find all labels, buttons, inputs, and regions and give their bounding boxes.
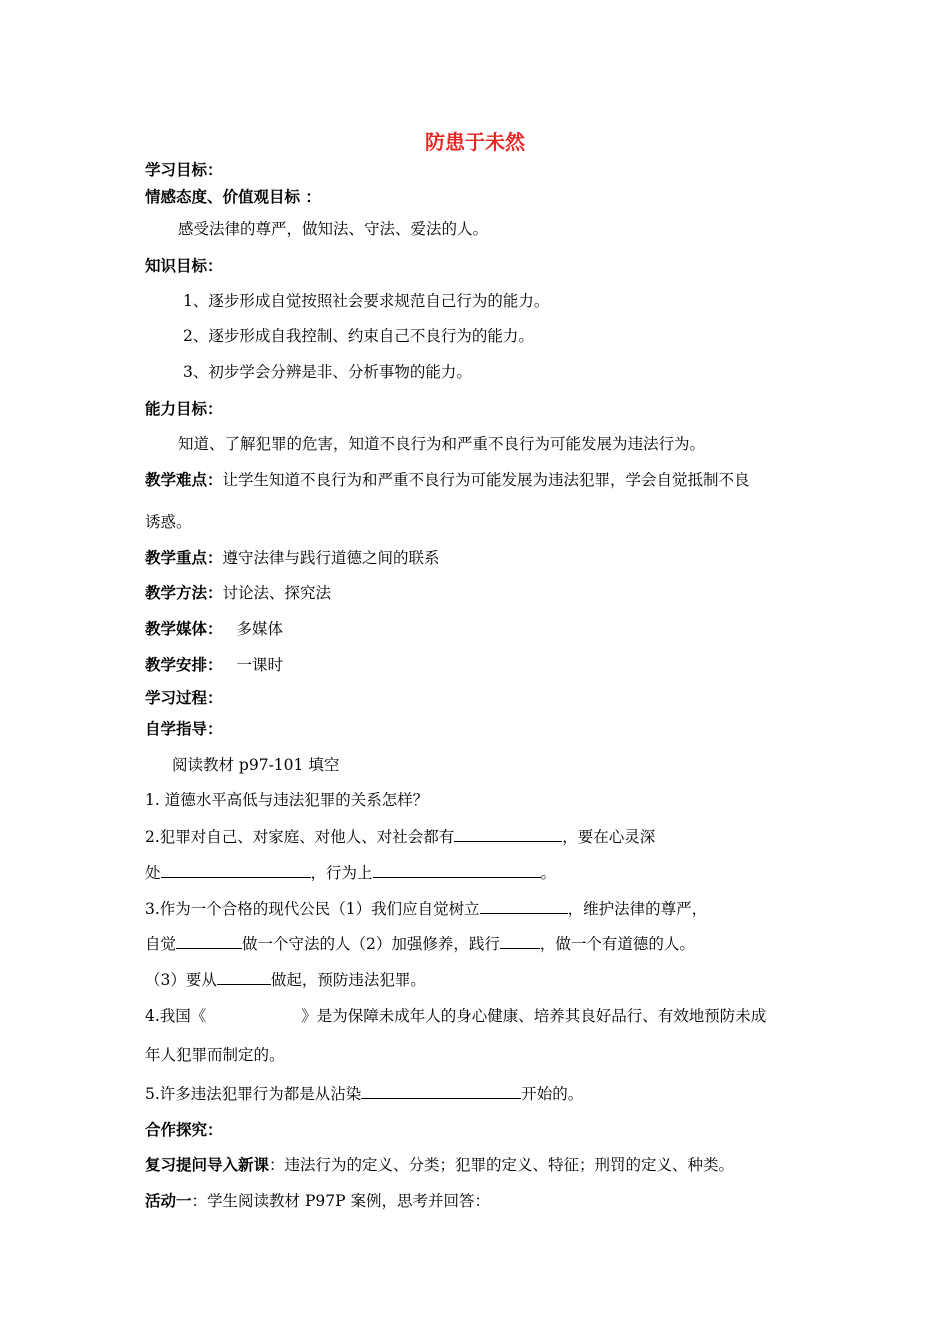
affective-text: 感受法律的尊严，做知法、守法、爱法的人。: [178, 220, 489, 238]
method-text: 讨论法、探究法: [222, 584, 332, 602]
review-label: 复习提问导入新课: [145, 1156, 270, 1174]
question-3-text-g: 做起，预防违法犯罪。: [270, 971, 426, 989]
question-3-text-b: ，维护法律的尊严，: [567, 900, 708, 918]
affective-heading: 情感态度、价值观目标 ：: [145, 188, 321, 206]
media-line: [145, 619, 283, 639]
reading-instruction: 阅读教材 p97-101 填空: [172, 756, 340, 774]
fill-blank[interactable]: [217, 969, 271, 985]
arrange-line: [145, 655, 283, 675]
fill-blank[interactable]: [373, 862, 541, 878]
question-3: [145, 898, 707, 919]
question-3-text-c: 自觉: [145, 935, 177, 953]
objectives-heading: 学习目标：: [145, 161, 223, 179]
fill-blank[interactable]: [161, 862, 311, 878]
ability-heading: 能力目标：: [145, 400, 223, 418]
document-title: 防患于未然: [425, 130, 525, 154]
media-text: 多媒体: [236, 620, 284, 638]
difficulty-label: 教学难点：: [145, 471, 223, 489]
question-2-text-b: ，要在心灵深: [562, 828, 656, 846]
method-label: 教学方法：: [145, 584, 223, 602]
cooperation-heading: 合作探究：: [145, 1121, 223, 1139]
fill-blank[interactable]: [361, 1083, 521, 1099]
knowledge-item-3: 3、初步学会分辨是非、分析事物的能力。: [183, 363, 472, 381]
question-5-text: 5.许多违法犯罪行为都是从沾染: [145, 1085, 362, 1103]
knowledge-item-2: 2、逐步形成自我控制、约束自己不良行为的能力。: [183, 327, 534, 345]
question-2-text-d: ，行为上: [310, 864, 373, 882]
arrange-label: 教学安排：: [145, 656, 223, 674]
question-3-text-d: 做一个守法的人（2）加强修养，践行: [242, 935, 500, 953]
question-2-text-e: 。: [540, 864, 557, 882]
question-3-text-e: ，做一个有道德的人。: [539, 935, 695, 953]
fill-blank[interactable]: [500, 933, 540, 949]
question-4-text: 4.我国《: [145, 1007, 207, 1025]
difficulty-text-continued: 诱惑。: [145, 513, 192, 531]
media-label: 教学媒体：: [145, 620, 223, 638]
arrange-text: 一课时: [236, 656, 284, 674]
fill-blank[interactable]: [480, 898, 568, 914]
difficulty-line: [145, 470, 750, 490]
activity-line: [145, 1191, 490, 1211]
question-3-continued: [145, 933, 695, 954]
question-4-continued: 年人犯罪而制定的。: [145, 1046, 285, 1064]
question-4: [145, 1006, 766, 1026]
activity-label: 活动一: [145, 1192, 192, 1210]
question-2: [145, 826, 655, 847]
question-4-text-b: 》是为保障未成年人的身心健康、培养其良好品行、有效地预防未成: [301, 1007, 767, 1025]
question-3-text: 3.作为一个合格的现代公民（1）我们应自觉树立: [145, 900, 480, 918]
knowledge-item-1: 1、逐步形成自觉按照社会要求规范自己行为的能力。: [183, 292, 550, 310]
question-3-text-f: （3）要从: [145, 971, 217, 989]
question-2-text: 2.犯罪对自己、对家庭、对他人、对社会都有: [145, 828, 455, 846]
activity-text: ：学生阅读教材 P97P 案例，思考并回答：: [191, 1192, 490, 1210]
question-2-continued: [145, 862, 556, 883]
ability-text: 知道、了解犯罪的危害，知道不良行为和严重不良行为可能发展为违法行为。: [178, 435, 706, 453]
knowledge-heading: 知识目标：: [145, 257, 223, 275]
difficulty-text: 让学生知道不良行为和严重不良行为可能发展为违法犯罪，学会自觉抵制不良: [222, 471, 750, 489]
review-line: [145, 1155, 734, 1175]
review-text: ：违法行为的定义、分类；犯罪的定义、特征；刑罚的定义、种类。: [269, 1156, 735, 1174]
question-1: 1. 道德水平高低与违法犯罪的关系怎样？: [145, 791, 429, 809]
process-heading: 学习过程：: [145, 689, 223, 707]
fill-blank[interactable]: [176, 933, 242, 949]
method-line: [145, 583, 331, 603]
key-label: 教学重点：: [145, 549, 223, 567]
question-3-part-3: [145, 969, 426, 990]
key-point-line: [145, 548, 440, 568]
fill-blank[interactable]: [454, 826, 562, 842]
question-5: [145, 1083, 583, 1104]
question-2-text-c: 处: [145, 864, 161, 882]
question-5-text-b: 开始的。: [521, 1085, 584, 1103]
key-text: 遵守法律与践行道德之间的联系: [222, 549, 440, 567]
self-study-heading: 自学指导：: [145, 720, 223, 738]
